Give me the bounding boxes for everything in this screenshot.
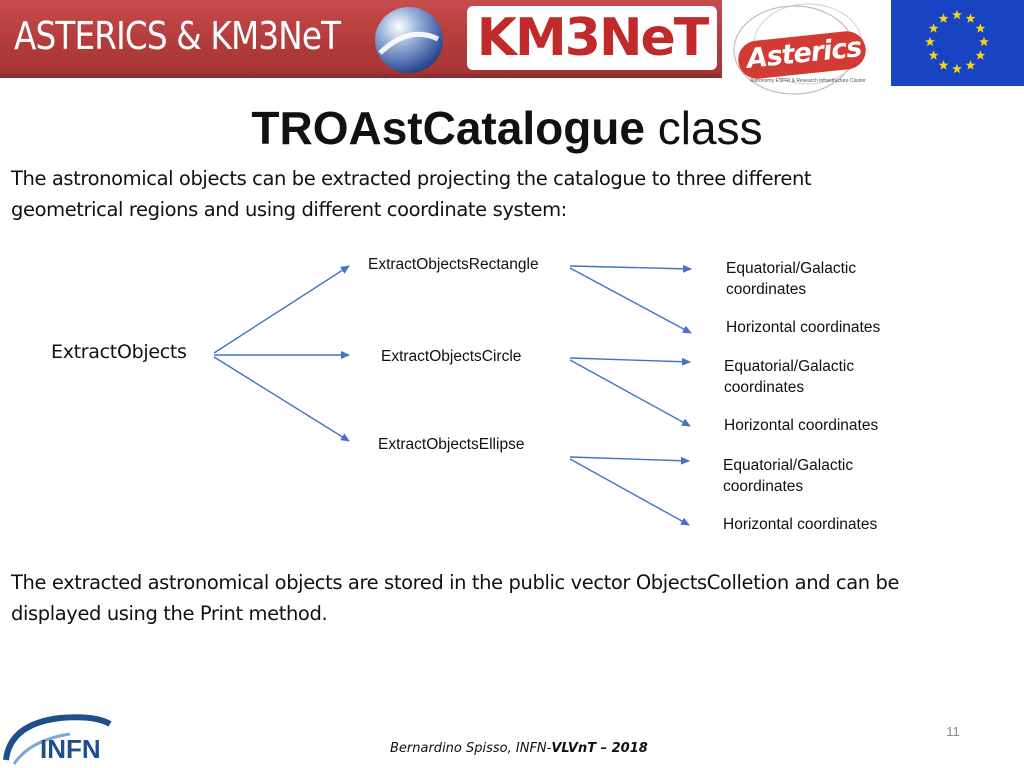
footer-author: Bernardino Spisso, INFN- <box>390 741 552 756</box>
eu-star-icon <box>966 60 976 69</box>
asterics-logo <box>728 2 886 98</box>
node-extract-rectangle: ExtractObjectsRectangle <box>368 256 539 273</box>
banner-title: ASTERICS & KM3NeT <box>14 14 341 58</box>
node-ellipse-equatorial <box>723 456 853 497</box>
outro-line-2: displayed using the Print method. <box>11 602 328 625</box>
arrow-circle-to-equatorial <box>570 358 690 362</box>
label-line: Equatorial/Galactic <box>723 457 854 474</box>
label-line: coordinates <box>724 378 805 396</box>
eu-star-icon <box>929 50 939 59</box>
km3net-globe-icon <box>372 5 446 75</box>
arrow-rectangle-to-horizontal <box>570 268 691 333</box>
km3net-logo-text: KM3NeT <box>476 8 708 68</box>
node-circle-horizontal: Horizontal coordinates <box>724 417 879 434</box>
outro-paragraph <box>11 567 1011 629</box>
eu-star-icon <box>952 64 962 73</box>
eu-star-icon <box>975 50 985 59</box>
infn-logo <box>0 704 118 768</box>
eu-star-icon <box>966 13 976 22</box>
outro-line-1: The extracted astronomical objects are stored in the public vector ObjectsColletion and can be <box>11 571 900 594</box>
slide-title <box>0 96 1014 160</box>
arrow-ellipse-to-equatorial <box>570 457 689 461</box>
infn-logo-text: INFN <box>40 734 101 764</box>
slide-title-suffix: class <box>657 102 763 154</box>
eu-star-icon <box>952 10 962 19</box>
arrow-root-to-rectangle <box>214 266 349 353</box>
km3net-logo <box>467 6 717 70</box>
node-ellipse-horizontal: Horizontal coordinates <box>723 516 878 533</box>
asterics-logo-text: Asterics <box>745 32 863 75</box>
label-line: Equatorial/Galactic <box>724 358 855 375</box>
node-rectangle-horizontal: Horizontal coordinates <box>726 319 881 336</box>
node-extract-circle: ExtractObjectsCircle <box>381 348 522 365</box>
header-banner <box>0 0 1024 84</box>
eu-star-icon <box>925 37 935 46</box>
node-rectangle-equatorial <box>726 259 856 300</box>
page-number: 11 <box>946 724 960 739</box>
arrow-circle-to-horizontal <box>570 360 690 426</box>
node-extract-objects: ExtractObjects <box>51 341 187 363</box>
eu-star-icon <box>975 23 985 32</box>
footer-credit <box>390 741 648 756</box>
footer-event: VLVnT – 2018 <box>551 741 648 756</box>
eu-star-icon <box>979 37 989 46</box>
intro-line-1: The astronomical objects can be extracted projecting the catalogue to three different <box>11 167 812 190</box>
arrow-ellipse-to-horizontal <box>570 459 689 525</box>
intro-paragraph <box>11 163 1011 225</box>
eu-star-icon <box>939 60 949 69</box>
eu-star-icon <box>939 13 949 22</box>
slide-title-class-name: TROAstCatalogue <box>251 102 645 154</box>
eu-star-icon <box>929 23 939 32</box>
label-line: coordinates <box>723 477 804 495</box>
asterics-tagline: Astronomy ESFRI & Research Infrastructure Cluster <box>750 78 866 84</box>
banner-red-strip <box>0 0 722 78</box>
arrow-rectangle-to-equatorial <box>570 266 691 269</box>
eu-flag <box>891 0 1024 86</box>
intro-line-2: geometrical regions and using different coordinate system: <box>11 198 567 221</box>
node-extract-ellipse: ExtractObjectsEllipse <box>378 436 525 453</box>
label-line: coordinates <box>726 280 807 298</box>
label-line: Equatorial/Galactic <box>726 260 857 277</box>
eu-stars-icon <box>891 0 1024 86</box>
arrow-root-to-ellipse <box>214 357 349 441</box>
node-circle-equatorial <box>724 357 854 398</box>
